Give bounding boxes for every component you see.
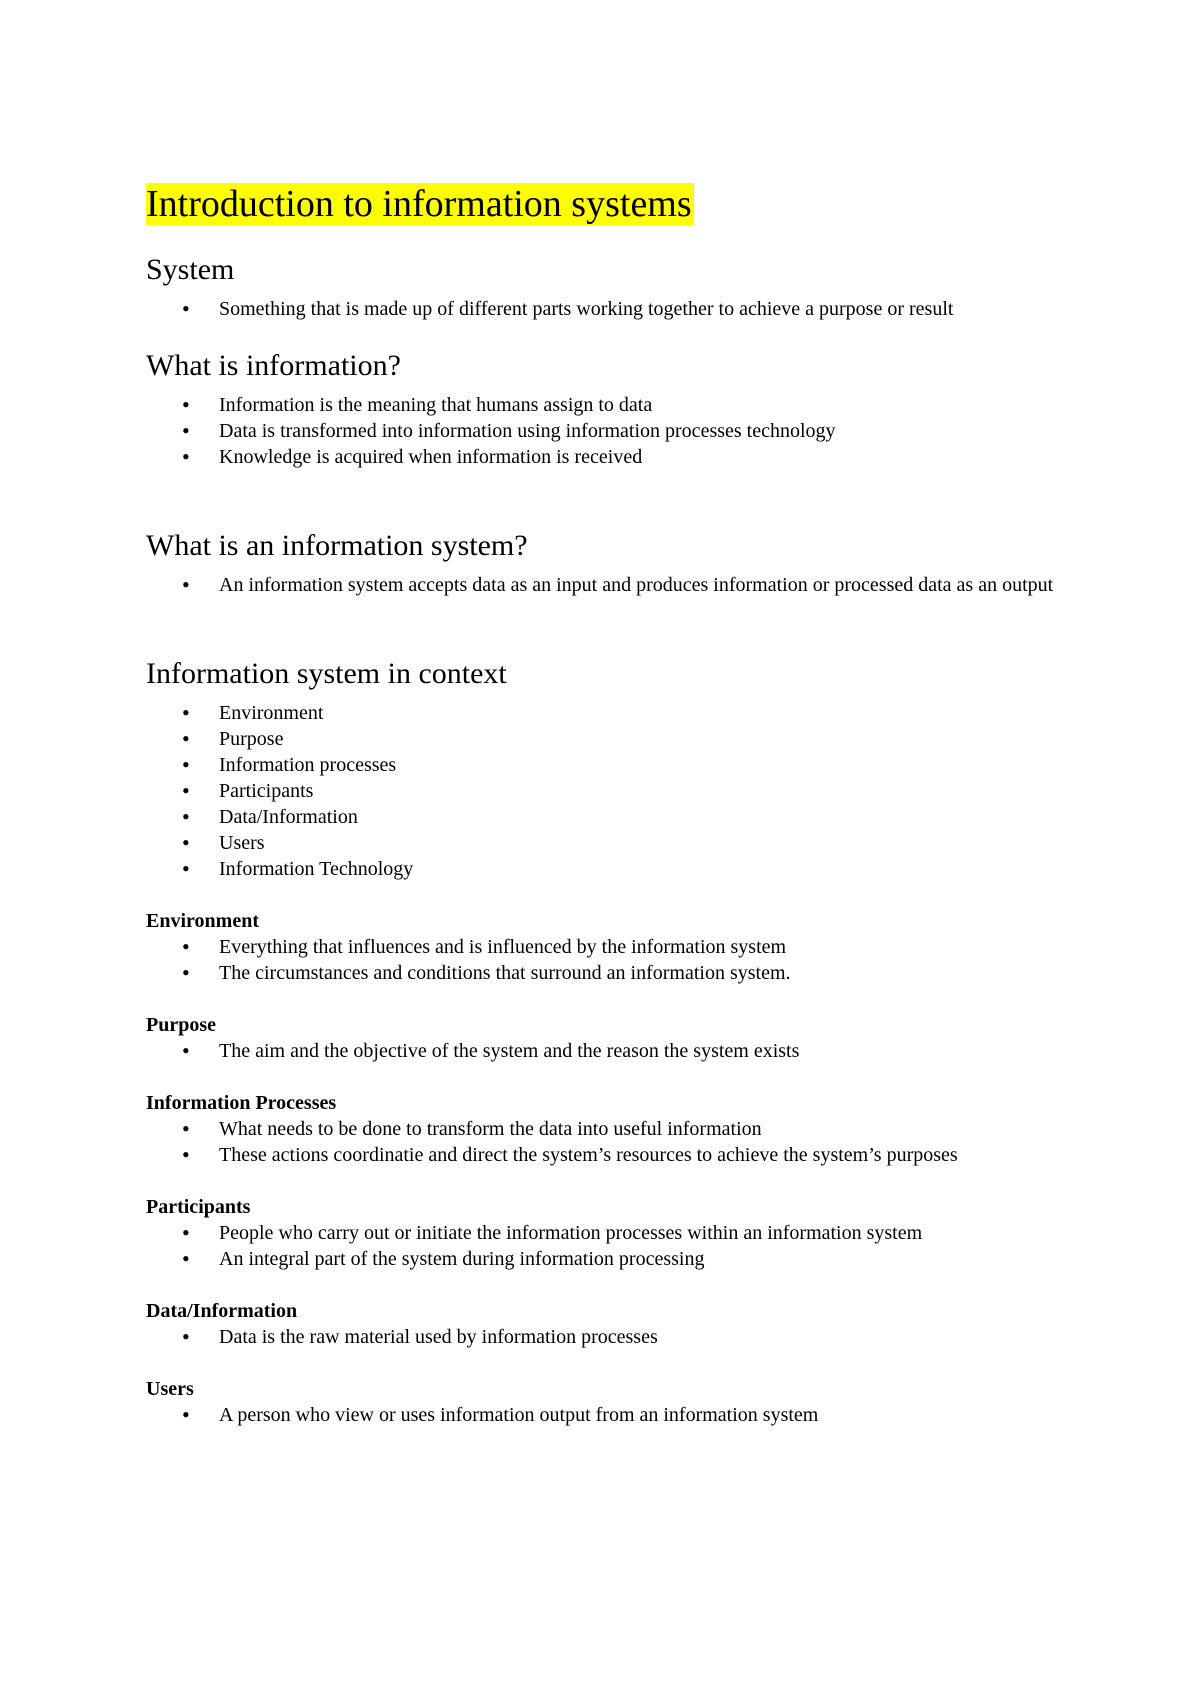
section-heading: What is information? bbox=[146, 349, 401, 382]
subsection-environment bbox=[146, 908, 1066, 986]
bullet-list bbox=[146, 700, 1066, 882]
section-context bbox=[146, 656, 1066, 882]
subsection-users bbox=[146, 1376, 1066, 1428]
section-heading: What is an information system? bbox=[146, 529, 528, 562]
bullet-list bbox=[146, 1038, 1066, 1064]
list-item: • Information is the meaning that humans assign to data bbox=[146, 392, 1066, 418]
list-item: • Information Technology bbox=[146, 856, 1066, 882]
bullet-list bbox=[146, 572, 1066, 598]
list-item: • The circumstances and conditions that surround an information system. bbox=[146, 960, 1066, 986]
list-item: • Information processes bbox=[146, 752, 1066, 778]
bullet-list bbox=[146, 392, 1066, 470]
highlighted-title-text: Introduction to information systems bbox=[146, 183, 692, 225]
section-system bbox=[146, 252, 1066, 322]
section-what-is-information bbox=[146, 348, 1066, 470]
list-item: • Data/Information bbox=[146, 804, 1066, 830]
section-heading: System bbox=[146, 253, 235, 286]
list-item: • People who carry out or initiate the information processes within an information system bbox=[146, 1220, 1066, 1246]
list-item: • Data is transformed into information using information processes technology bbox=[146, 418, 1066, 444]
bullet-list bbox=[146, 1220, 1066, 1272]
subsection-data-information bbox=[146, 1298, 1066, 1350]
list-item: • What needs to be done to transform the data into useful information bbox=[146, 1116, 1066, 1142]
list-item: • Something that is made up of different parts working together to achieve a purpose or result bbox=[146, 296, 1066, 322]
list-item: • Knowledge is acquired when information is received bbox=[146, 444, 1066, 470]
list-item: • A person who view or uses information output from an information system bbox=[146, 1402, 1066, 1428]
section-heading: Information system in context bbox=[146, 657, 507, 690]
list-item: • Everything that influences and is influenced by the information system bbox=[146, 934, 1066, 960]
subsection-participants bbox=[146, 1194, 1066, 1272]
bullet-list bbox=[146, 1402, 1066, 1428]
document-page bbox=[146, 180, 1066, 1454]
bullet-list bbox=[146, 1324, 1066, 1350]
list-item: • Users bbox=[146, 830, 1066, 856]
list-item: • Purpose bbox=[146, 726, 1066, 752]
subsection-heading: Environment bbox=[146, 910, 259, 932]
subsection-information-processes bbox=[146, 1090, 1066, 1168]
list-item: • Environment bbox=[146, 700, 1066, 726]
document-title bbox=[146, 180, 1066, 228]
list-item: • An integral part of the system during information processing bbox=[146, 1246, 1066, 1272]
list-item: • Participants bbox=[146, 778, 1066, 804]
bullet-list bbox=[146, 1116, 1066, 1168]
bullet-list bbox=[146, 296, 1066, 322]
subsection-heading: Participants bbox=[146, 1196, 251, 1218]
list-item: • These actions coordinatie and direct the system’s resources to achieve the system’s purposes bbox=[146, 1142, 1066, 1168]
subsection-heading: Information Processes bbox=[146, 1092, 337, 1114]
subsection-heading: Purpose bbox=[146, 1014, 216, 1036]
section-what-is-information-system bbox=[146, 528, 1066, 598]
subsection-heading: Users bbox=[146, 1378, 194, 1400]
list-item: • An information system accepts data as an input and produces information or processed data as an output bbox=[146, 572, 1066, 598]
subsection-heading: Data/Information bbox=[146, 1300, 298, 1322]
subsection-purpose bbox=[146, 1012, 1066, 1064]
bullet-list bbox=[146, 934, 1066, 986]
list-item: • The aim and the objective of the system and the reason the system exists bbox=[146, 1038, 1066, 1064]
list-item: • Data is the raw material used by information processes bbox=[146, 1324, 1066, 1350]
